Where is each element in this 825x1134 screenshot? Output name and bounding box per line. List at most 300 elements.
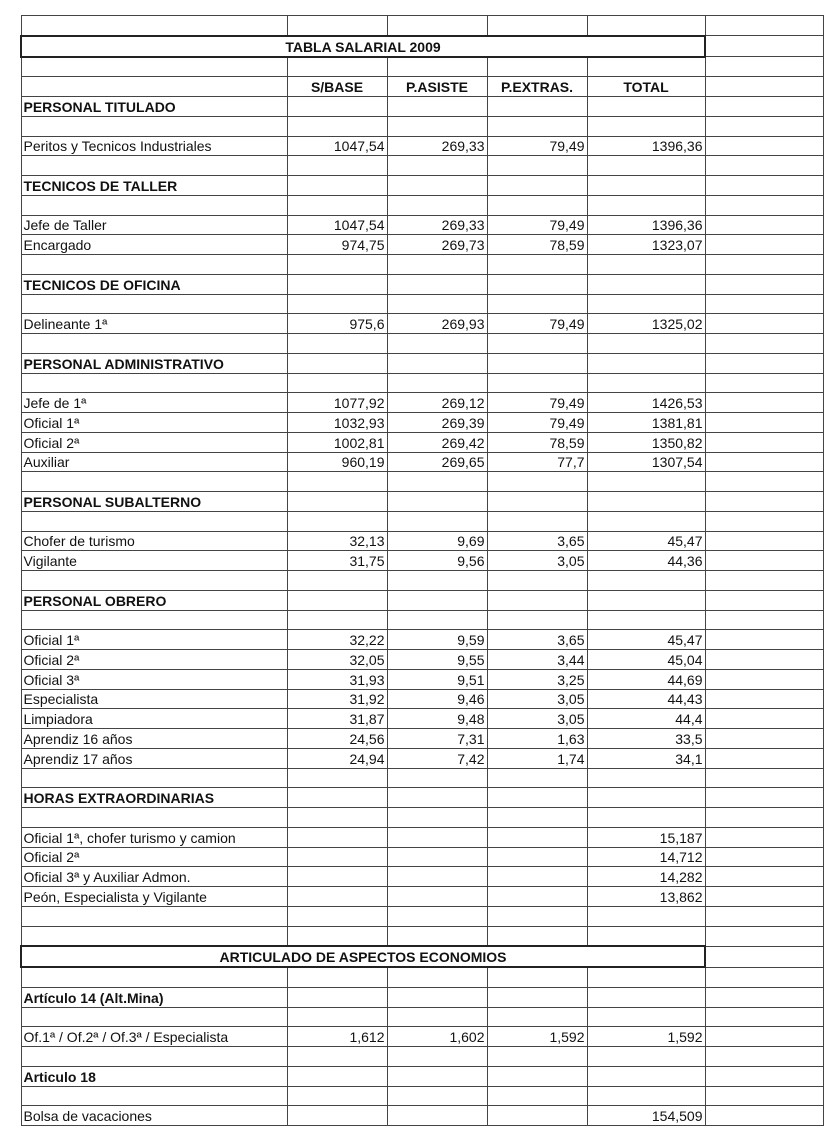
value-cell[interactable]: 1,602 — [387, 1027, 487, 1047]
value-cell[interactable]: 79,49 — [487, 314, 587, 334]
value-cell[interactable] — [387, 827, 487, 847]
empty-cell[interactable] — [705, 1086, 823, 1106]
empty-cell[interactable] — [21, 255, 287, 275]
value-cell[interactable]: 44,4 — [587, 709, 705, 729]
row-label[interactable]: Oficial 1ª, chofer turismo y camion — [21, 827, 287, 847]
empty-cell[interactable] — [387, 373, 487, 393]
empty-cell[interactable] — [387, 590, 487, 610]
empty-cell[interactable] — [705, 1047, 823, 1067]
value-cell[interactable]: 45,04 — [587, 650, 705, 670]
empty-cell[interactable] — [487, 906, 587, 926]
empty-cell[interactable] — [587, 987, 705, 1007]
empty-cell[interactable] — [587, 610, 705, 630]
empty-cell[interactable] — [705, 650, 823, 670]
empty-cell[interactable] — [487, 334, 587, 354]
value-cell[interactable]: 34,1 — [587, 748, 705, 768]
empty-cell[interactable] — [387, 768, 487, 788]
empty-cell[interactable] — [705, 294, 823, 314]
value-cell[interactable]: 1381,81 — [587, 413, 705, 433]
column-header[interactable]: S/BASE — [287, 77, 387, 97]
value-cell[interactable] — [387, 867, 487, 887]
value-cell[interactable]: 1,74 — [487, 748, 587, 768]
value-cell[interactable]: 269,73 — [387, 235, 487, 255]
value-cell[interactable]: 14,282 — [587, 867, 705, 887]
empty-cell[interactable] — [21, 195, 287, 215]
value-cell[interactable]: 79,49 — [487, 413, 587, 433]
value-cell[interactable]: 1,592 — [587, 1027, 705, 1047]
empty-cell[interactable] — [387, 195, 487, 215]
empty-cell[interactable] — [705, 906, 823, 926]
empty-cell[interactable] — [287, 274, 387, 294]
value-cell[interactable]: 9,46 — [387, 689, 487, 709]
empty-cell[interactable] — [705, 373, 823, 393]
value-cell[interactable]: 31,93 — [287, 669, 387, 689]
empty-cell[interactable] — [587, 373, 705, 393]
value-cell[interactable] — [387, 1106, 487, 1126]
empty-cell[interactable] — [387, 294, 487, 314]
empty-cell[interactable] — [287, 511, 387, 531]
value-cell[interactable]: 79,49 — [487, 136, 587, 156]
value-cell[interactable] — [487, 867, 587, 887]
empty-cell[interactable] — [705, 195, 823, 215]
empty-cell[interactable] — [287, 156, 387, 176]
empty-cell[interactable] — [287, 610, 387, 630]
value-cell[interactable]: 13,862 — [587, 887, 705, 907]
value-cell[interactable]: 3,44 — [487, 650, 587, 670]
column-header[interactable]: P.ASISTE — [387, 77, 487, 97]
empty-cell[interactable] — [705, 709, 823, 729]
value-cell[interactable]: 14,712 — [587, 847, 705, 867]
value-cell[interactable]: 33,5 — [587, 729, 705, 749]
value-cell[interactable]: 9,48 — [387, 709, 487, 729]
empty-cell[interactable] — [387, 176, 487, 196]
value-cell[interactable]: 9,56 — [387, 551, 487, 571]
value-cell[interactable]: 31,75 — [287, 551, 387, 571]
empty-cell[interactable] — [21, 926, 287, 946]
empty-cell[interactable] — [21, 57, 287, 77]
empty-cell[interactable] — [587, 1007, 705, 1027]
value-cell[interactable] — [287, 1106, 387, 1126]
empty-cell[interactable] — [587, 176, 705, 196]
value-cell[interactable]: 79,49 — [487, 393, 587, 413]
value-cell[interactable]: 1350,82 — [587, 432, 705, 452]
empty-cell[interactable] — [287, 294, 387, 314]
value-cell[interactable]: 269,42 — [387, 432, 487, 452]
empty-cell[interactable] — [705, 353, 823, 373]
value-cell[interactable]: 15,187 — [587, 827, 705, 847]
empty-cell[interactable] — [21, 472, 287, 492]
empty-cell[interactable] — [487, 511, 587, 531]
empty-cell[interactable] — [705, 77, 823, 97]
row-label[interactable]: Aprendiz 17 años — [21, 748, 287, 768]
row-label[interactable]: Oficial 1ª — [21, 630, 287, 650]
row-label[interactable]: Vigilante — [21, 551, 287, 571]
section-title[interactable]: PERSONAL ADMINISTRATIVO — [21, 353, 287, 373]
empty-cell[interactable] — [387, 511, 487, 531]
empty-cell[interactable] — [587, 906, 705, 926]
empty-cell[interactable] — [705, 511, 823, 531]
empty-cell[interactable] — [705, 432, 823, 452]
row-label[interactable]: Jefe de Taller — [21, 215, 287, 235]
value-cell[interactable]: 1,63 — [487, 729, 587, 749]
value-cell[interactable]: 9,59 — [387, 630, 487, 650]
empty-cell[interactable] — [587, 511, 705, 531]
value-cell[interactable]: 7,42 — [387, 748, 487, 768]
empty-cell[interactable] — [587, 492, 705, 512]
value-cell[interactable]: 24,56 — [287, 729, 387, 749]
section-title[interactable]: PERSONAL TITULADO — [21, 97, 287, 117]
empty-cell[interactable] — [705, 571, 823, 591]
empty-cell[interactable] — [21, 1007, 287, 1027]
row-label[interactable]: Oficial 2ª — [21, 650, 287, 670]
empty-cell[interactable] — [705, 551, 823, 571]
value-cell[interactable]: 3,05 — [487, 551, 587, 571]
row-label[interactable]: Bolsa de vacaciones — [21, 1106, 287, 1126]
empty-cell[interactable] — [705, 788, 823, 808]
empty-cell[interactable] — [705, 116, 823, 136]
banner-title[interactable]: ARTICULADO DE ASPECTOS ECONOMIOS — [21, 946, 705, 967]
empty-cell[interactable] — [387, 610, 487, 630]
empty-cell[interactable] — [21, 967, 287, 987]
empty-cell[interactable] — [705, 610, 823, 630]
empty-cell[interactable] — [705, 36, 823, 57]
row-label[interactable]: Aprendiz 16 años — [21, 729, 287, 749]
empty-cell[interactable] — [21, 334, 287, 354]
empty-cell[interactable] — [387, 1066, 487, 1086]
row-label[interactable]: Peritos y Tecnicos Industriales — [21, 136, 287, 156]
section-title[interactable]: Artículo 14 (Alt.Mina) — [21, 987, 287, 1007]
empty-cell[interactable] — [21, 373, 287, 393]
row-label[interactable]: Auxiliar — [21, 452, 287, 472]
value-cell[interactable]: 1077,92 — [287, 393, 387, 413]
empty-cell[interactable] — [21, 906, 287, 926]
value-cell[interactable]: 45,47 — [587, 630, 705, 650]
empty-cell[interactable] — [487, 788, 587, 808]
empty-cell[interactable] — [387, 571, 487, 591]
empty-cell[interactable] — [705, 413, 823, 433]
value-cell[interactable]: 44,43 — [587, 689, 705, 709]
empty-cell[interactable] — [287, 472, 387, 492]
empty-cell[interactable] — [21, 610, 287, 630]
empty-cell[interactable] — [705, 867, 823, 887]
value-cell[interactable]: 3,25 — [487, 669, 587, 689]
column-header[interactable]: TOTAL — [587, 77, 705, 97]
empty-cell[interactable] — [287, 195, 387, 215]
empty-cell[interactable] — [387, 255, 487, 275]
value-cell[interactable] — [287, 867, 387, 887]
empty-cell[interactable] — [705, 215, 823, 235]
empty-cell[interactable] — [705, 1027, 823, 1047]
empty-cell[interactable] — [587, 156, 705, 176]
row-label[interactable]: Of.1ª / Of.2ª / Of.3ª / Especialista — [21, 1027, 287, 1047]
empty-cell[interactable] — [487, 57, 587, 77]
empty-cell[interactable] — [21, 808, 287, 828]
value-cell[interactable]: 3,65 — [487, 630, 587, 650]
value-cell[interactable]: 45,47 — [587, 531, 705, 551]
empty-cell[interactable] — [287, 571, 387, 591]
row-label[interactable]: Oficial 3ª y Auxiliar Admon. — [21, 867, 287, 887]
value-cell[interactable] — [387, 847, 487, 867]
empty-cell[interactable] — [21, 16, 287, 36]
empty-cell[interactable] — [487, 294, 587, 314]
empty-cell[interactable] — [387, 353, 487, 373]
empty-cell[interactable] — [587, 16, 705, 36]
section-title[interactable]: PERSONAL OBRERO — [21, 590, 287, 610]
value-cell[interactable]: 1396,36 — [587, 136, 705, 156]
empty-cell[interactable] — [487, 768, 587, 788]
row-label[interactable]: Oficial 2ª — [21, 847, 287, 867]
value-cell[interactable]: 78,59 — [487, 432, 587, 452]
empty-cell[interactable] — [705, 748, 823, 768]
empty-cell[interactable] — [287, 967, 387, 987]
value-cell[interactable]: 44,36 — [587, 551, 705, 571]
empty-cell[interactable] — [387, 1007, 487, 1027]
empty-cell[interactable] — [287, 1047, 387, 1067]
empty-cell[interactable] — [587, 768, 705, 788]
empty-cell[interactable] — [705, 176, 823, 196]
empty-cell[interactable] — [21, 294, 287, 314]
empty-cell[interactable] — [487, 195, 587, 215]
empty-cell[interactable] — [587, 808, 705, 828]
empty-cell[interactable] — [287, 926, 387, 946]
empty-cell[interactable] — [587, 294, 705, 314]
value-cell[interactable]: 44,69 — [587, 669, 705, 689]
row-label[interactable]: Jefe de 1ª — [21, 393, 287, 413]
empty-cell[interactable] — [587, 255, 705, 275]
empty-cell[interactable] — [387, 116, 487, 136]
empty-cell[interactable] — [587, 590, 705, 610]
value-cell[interactable]: 1323,07 — [587, 235, 705, 255]
empty-cell[interactable] — [705, 531, 823, 551]
empty-cell[interactable] — [705, 156, 823, 176]
empty-cell[interactable] — [705, 729, 823, 749]
empty-cell[interactable] — [287, 768, 387, 788]
empty-cell[interactable] — [21, 116, 287, 136]
value-cell[interactable]: 3,65 — [487, 531, 587, 551]
empty-cell[interactable] — [487, 274, 587, 294]
section-title[interactable]: HORAS EXTRAORDINARIAS — [21, 788, 287, 808]
value-cell[interactable]: 1047,54 — [287, 215, 387, 235]
empty-cell[interactable] — [387, 492, 487, 512]
value-cell[interactable]: 269,93 — [387, 314, 487, 334]
empty-cell[interactable] — [287, 176, 387, 196]
empty-cell[interactable] — [705, 987, 823, 1007]
section-title[interactable]: TECNICOS DE TALLER — [21, 176, 287, 196]
empty-cell[interactable] — [387, 16, 487, 36]
empty-cell[interactable] — [705, 235, 823, 255]
empty-cell[interactable] — [587, 116, 705, 136]
empty-cell[interactable] — [387, 1086, 487, 1106]
empty-cell[interactable] — [487, 472, 587, 492]
value-cell[interactable]: 960,19 — [287, 452, 387, 472]
row-label[interactable]: Chofer de turismo — [21, 531, 287, 551]
value-cell[interactable]: 1396,36 — [587, 215, 705, 235]
value-cell[interactable] — [287, 887, 387, 907]
empty-cell[interactable] — [287, 1007, 387, 1027]
empty-cell[interactable] — [587, 571, 705, 591]
value-cell[interactable]: 24,94 — [287, 748, 387, 768]
value-cell[interactable] — [487, 847, 587, 867]
empty-cell[interactable] — [587, 967, 705, 987]
empty-cell[interactable] — [287, 97, 387, 117]
empty-cell[interactable] — [705, 808, 823, 828]
empty-cell[interactable] — [487, 255, 587, 275]
empty-cell[interactable] — [487, 571, 587, 591]
empty-cell[interactable] — [705, 1066, 823, 1086]
empty-cell[interactable] — [487, 16, 587, 36]
empty-cell[interactable] — [587, 1047, 705, 1067]
value-cell[interactable]: 1,592 — [487, 1027, 587, 1047]
empty-cell[interactable] — [387, 57, 487, 77]
empty-cell[interactable] — [387, 967, 487, 987]
value-cell[interactable]: 3,05 — [487, 709, 587, 729]
empty-cell[interactable] — [287, 57, 387, 77]
banner-title[interactable]: TABLA SALARIAL 2009 — [21, 36, 705, 57]
empty-cell[interactable] — [587, 57, 705, 77]
empty-cell[interactable] — [705, 689, 823, 709]
empty-cell[interactable] — [487, 808, 587, 828]
empty-cell[interactable] — [387, 926, 487, 946]
empty-cell[interactable] — [705, 847, 823, 867]
empty-cell[interactable] — [487, 492, 587, 512]
empty-cell[interactable] — [487, 1047, 587, 1067]
empty-cell[interactable] — [705, 255, 823, 275]
row-label[interactable]: Oficial 2ª — [21, 432, 287, 452]
value-cell[interactable]: 1426,53 — [587, 393, 705, 413]
empty-cell[interactable] — [487, 1007, 587, 1027]
value-cell[interactable] — [487, 1106, 587, 1126]
row-label[interactable]: Oficial 3ª — [21, 669, 287, 689]
empty-cell[interactable] — [287, 116, 387, 136]
empty-cell[interactable] — [387, 472, 487, 492]
value-cell[interactable]: 32,13 — [287, 531, 387, 551]
empty-cell[interactable] — [705, 334, 823, 354]
empty-cell[interactable] — [21, 768, 287, 788]
value-cell[interactable]: 1,612 — [287, 1027, 387, 1047]
empty-cell[interactable] — [705, 630, 823, 650]
value-cell[interactable]: 78,59 — [487, 235, 587, 255]
value-cell[interactable]: 269,39 — [387, 413, 487, 433]
empty-cell[interactable] — [287, 373, 387, 393]
empty-cell[interactable] — [705, 97, 823, 117]
value-cell[interactable]: 269,65 — [387, 452, 487, 472]
value-cell[interactable] — [387, 887, 487, 907]
empty-cell[interactable] — [487, 97, 587, 117]
empty-cell[interactable] — [21, 1047, 287, 1067]
empty-cell[interactable] — [287, 590, 387, 610]
empty-cell[interactable] — [287, 788, 387, 808]
empty-cell[interactable] — [705, 669, 823, 689]
empty-cell[interactable] — [487, 610, 587, 630]
value-cell[interactable]: 269,33 — [387, 215, 487, 235]
empty-cell[interactable] — [487, 590, 587, 610]
empty-cell[interactable] — [287, 808, 387, 828]
value-cell[interactable]: 77,7 — [487, 452, 587, 472]
empty-cell[interactable] — [587, 788, 705, 808]
empty-cell[interactable] — [705, 946, 823, 967]
empty-cell[interactable] — [287, 353, 387, 373]
value-cell[interactable]: 974,75 — [287, 235, 387, 255]
empty-cell[interactable] — [705, 926, 823, 946]
empty-cell[interactable] — [705, 274, 823, 294]
empty-cell[interactable] — [705, 452, 823, 472]
row-label[interactable]: Limpiadora — [21, 709, 287, 729]
empty-cell[interactable] — [487, 353, 587, 373]
section-title[interactable]: PERSONAL SUBALTERNO — [21, 492, 287, 512]
empty-cell[interactable] — [387, 987, 487, 1007]
empty-cell[interactable] — [587, 274, 705, 294]
value-cell[interactable]: 269,33 — [387, 136, 487, 156]
value-cell[interactable]: 9,51 — [387, 669, 487, 689]
empty-cell[interactable] — [705, 1106, 823, 1126]
empty-cell[interactable] — [387, 334, 487, 354]
value-cell[interactable] — [487, 887, 587, 907]
empty-cell[interactable] — [587, 353, 705, 373]
row-label[interactable]: Peón, Especialista y Vigilante — [21, 887, 287, 907]
value-cell[interactable]: 32,05 — [287, 650, 387, 670]
empty-cell[interactable] — [705, 887, 823, 907]
empty-cell[interactable] — [387, 808, 487, 828]
empty-cell[interactable] — [287, 334, 387, 354]
empty-cell[interactable] — [287, 16, 387, 36]
empty-cell[interactable] — [705, 492, 823, 512]
empty-cell[interactable] — [487, 373, 587, 393]
empty-cell[interactable] — [587, 334, 705, 354]
value-cell[interactable]: 32,22 — [287, 630, 387, 650]
value-cell[interactable]: 154,509 — [587, 1106, 705, 1126]
value-cell[interactable]: 975,6 — [287, 314, 387, 334]
empty-cell[interactable] — [387, 97, 487, 117]
empty-cell[interactable] — [487, 1086, 587, 1106]
value-cell[interactable]: 31,92 — [287, 689, 387, 709]
value-cell[interactable]: 1325,02 — [587, 314, 705, 334]
empty-cell[interactable] — [487, 156, 587, 176]
value-cell[interactable]: 31,87 — [287, 709, 387, 729]
empty-cell[interactable] — [587, 97, 705, 117]
empty-cell[interactable] — [705, 967, 823, 987]
empty-cell[interactable] — [705, 590, 823, 610]
empty-cell[interactable] — [287, 1086, 387, 1106]
empty-cell[interactable] — [487, 926, 587, 946]
value-cell[interactable]: 9,69 — [387, 531, 487, 551]
empty-cell[interactable] — [21, 1086, 287, 1106]
value-cell[interactable] — [487, 827, 587, 847]
value-cell[interactable] — [287, 827, 387, 847]
empty-cell[interactable] — [487, 987, 587, 1007]
value-cell[interactable]: 269,12 — [387, 393, 487, 413]
empty-cell[interactable] — [487, 176, 587, 196]
empty-cell[interactable] — [21, 571, 287, 591]
empty-cell[interactable] — [287, 906, 387, 926]
empty-cell[interactable] — [705, 393, 823, 413]
empty-cell[interactable] — [705, 827, 823, 847]
section-title[interactable]: TECNICOS DE OFICINA — [21, 274, 287, 294]
empty-cell[interactable] — [587, 195, 705, 215]
row-label[interactable]: Especialista — [21, 689, 287, 709]
empty-cell[interactable] — [487, 116, 587, 136]
value-cell[interactable]: 9,55 — [387, 650, 487, 670]
value-cell[interactable] — [287, 847, 387, 867]
empty-cell[interactable] — [21, 77, 287, 97]
empty-cell[interactable] — [705, 57, 823, 77]
empty-cell[interactable] — [587, 926, 705, 946]
empty-cell[interactable] — [387, 788, 487, 808]
empty-cell[interactable] — [387, 906, 487, 926]
empty-cell[interactable] — [587, 472, 705, 492]
empty-cell[interactable] — [705, 1007, 823, 1027]
empty-cell[interactable] — [21, 511, 287, 531]
empty-cell[interactable] — [287, 255, 387, 275]
